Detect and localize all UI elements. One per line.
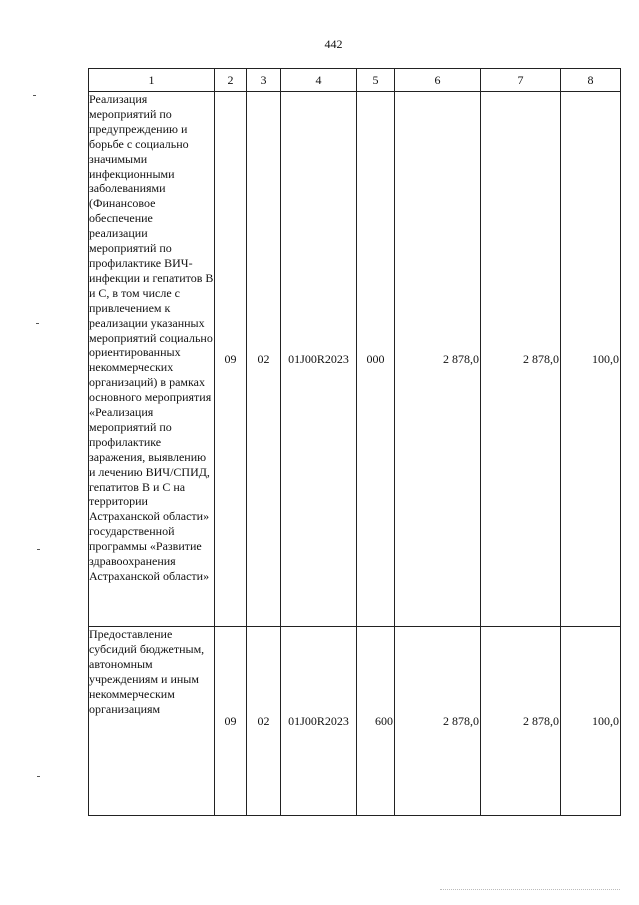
planned-amount: 2 878,0 bbox=[395, 92, 481, 627]
expense-type-code: 600 bbox=[357, 627, 395, 816]
section-code: 09 bbox=[215, 627, 247, 816]
scan-mark bbox=[37, 776, 40, 777]
execution-percent: 100,0 bbox=[561, 627, 621, 816]
column-header-3: 3 bbox=[247, 69, 281, 92]
execution-percent: 100,0 bbox=[561, 92, 621, 627]
target-article-code: 01J00R2023 bbox=[281, 627, 357, 816]
column-header-5: 5 bbox=[357, 69, 395, 92]
expense-type-code: 000 bbox=[357, 92, 395, 627]
executed-amount: 2 878,0 bbox=[481, 627, 561, 816]
scan-mark bbox=[37, 549, 40, 550]
subsection-code: 02 bbox=[247, 627, 281, 816]
column-header-2: 2 bbox=[215, 69, 247, 92]
planned-amount: 2 878,0 bbox=[395, 627, 481, 816]
scan-mark bbox=[33, 95, 36, 96]
table-row bbox=[89, 92, 621, 627]
row-description: Реализация мероприятий по предупреждению и борьбе с социально значимыми инфекционными заболеваниями (Финансовое обеспечение реализации мероприятий по профилактике ВИЧ-инфекции и гепатитов В и С, в том числе с привлечением к реализации указанных мероприятий социально ориентированных некоммерческих организаций) в рамках основного мероприятия «Реализация мероприятий по профилактике заражения, выявлению и лечению ВИЧ/СПИД, гепатитов В и С на территории Астраханской области» государственной программы «Развитие здравоохранения Астраханской области» bbox=[89, 92, 215, 627]
scan-edge-artifact bbox=[440, 888, 620, 890]
target-article-code: 01J00R2023 bbox=[281, 92, 357, 627]
section-code: 09 bbox=[215, 92, 247, 627]
page-number: 442 bbox=[324, 37, 343, 51]
budget-table bbox=[88, 68, 621, 816]
executed-amount: 2 878,0 bbox=[481, 92, 561, 627]
column-header-7: 7 bbox=[481, 69, 561, 92]
column-header-4: 4 bbox=[281, 69, 357, 92]
table-header-row bbox=[89, 69, 621, 92]
subsection-code: 02 bbox=[247, 92, 281, 627]
table-row bbox=[89, 627, 621, 816]
column-header-8: 8 bbox=[561, 69, 621, 92]
column-header-1: 1 bbox=[89, 69, 215, 92]
scan-mark bbox=[36, 323, 39, 324]
row-description: Предоставление субсидий бюджетным, автономным учреждениям и иным некоммерческим организациям bbox=[89, 627, 215, 816]
column-header-6: 6 bbox=[395, 69, 481, 92]
